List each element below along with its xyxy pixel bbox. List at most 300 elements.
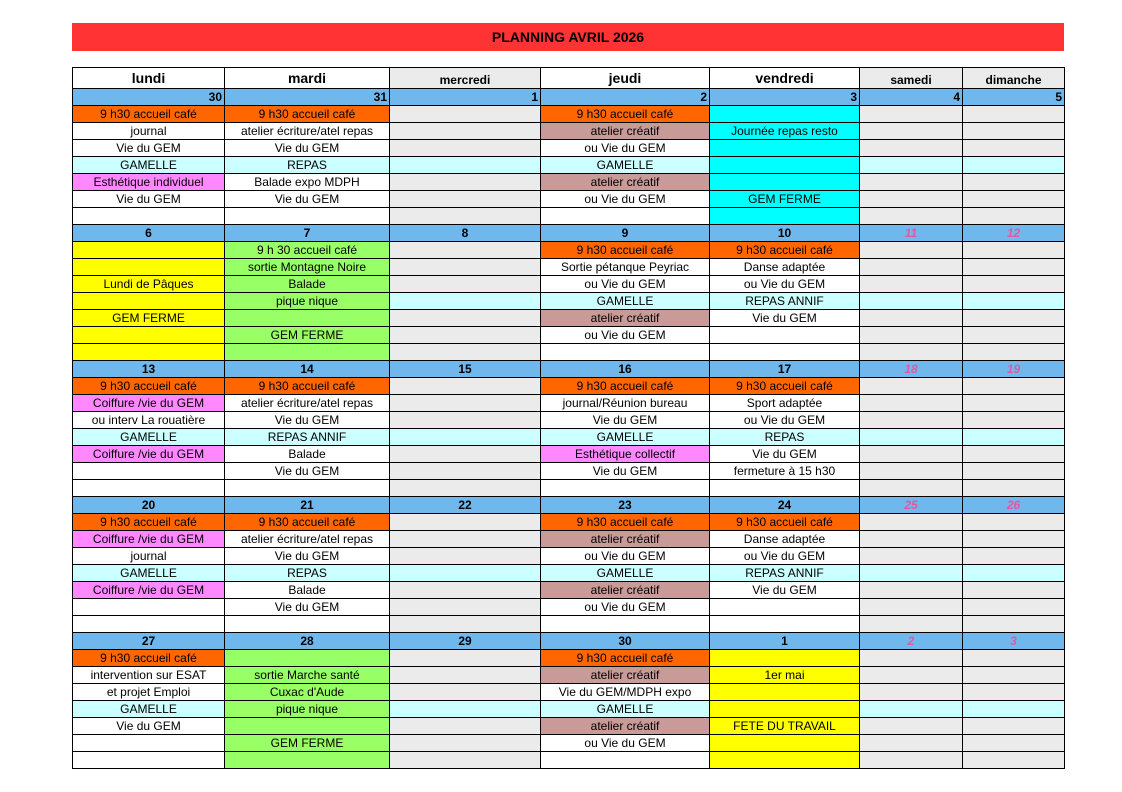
activity-cell: atelier créatif: [541, 718, 710, 735]
activity-cell: GAMELLE: [73, 565, 225, 582]
activity-row: [73, 208, 1065, 225]
activity-cell: Vie du GEM: [710, 446, 860, 463]
activity-cell: journal/Réunion bureau: [541, 395, 710, 412]
activity-cell: 9 h30 accueil café: [541, 514, 710, 531]
activity-cell: [390, 565, 541, 582]
activity-cell: GAMELLE: [73, 157, 225, 174]
activity-cell: GEM FERME: [710, 191, 860, 208]
activity-row: [73, 106, 1065, 123]
activity-row: [73, 565, 1065, 582]
activity-cell: [860, 344, 963, 361]
activity-cell: [963, 242, 1065, 259]
activity-cell: [963, 480, 1065, 497]
activity-cell: atelier créatif: [541, 667, 710, 684]
activity-cell: GAMELLE: [541, 429, 710, 446]
activity-cell: [860, 480, 963, 497]
activity-cell: [963, 293, 1065, 310]
activity-cell: [860, 242, 963, 259]
activity-cell: [541, 752, 710, 769]
activity-cell: atelier créatif: [541, 582, 710, 599]
activity-cell: [963, 548, 1065, 565]
activity-cell: GAMELLE: [73, 429, 225, 446]
activity-cell: ou interv La rouatière: [73, 412, 225, 429]
weekday-header: samedi: [860, 68, 963, 89]
day-number: 2: [860, 633, 963, 650]
activity-cell: [710, 174, 860, 191]
activity-row: [73, 446, 1065, 463]
activity-cell: [390, 327, 541, 344]
activity-cell: [963, 463, 1065, 480]
activity-cell: [390, 429, 541, 446]
activity-cell: [541, 208, 710, 225]
activity-row: [73, 531, 1065, 548]
day-number: 9: [541, 225, 710, 242]
activity-cell: [963, 446, 1065, 463]
activity-cell: journal: [73, 548, 225, 565]
day-number: 25: [860, 497, 963, 514]
activity-cell: Coiffure /vie du GEM: [73, 446, 225, 463]
day-number: 7: [225, 225, 390, 242]
activity-cell: [860, 701, 963, 718]
activity-cell: 9 h30 accueil café: [73, 514, 225, 531]
activity-cell: 9 h30 accueil café: [710, 378, 860, 395]
activity-cell: atelier créatif: [541, 174, 710, 191]
activity-cell: [963, 276, 1065, 293]
day-number: 18: [860, 361, 963, 378]
activity-cell: [73, 463, 225, 480]
activity-cell: [963, 684, 1065, 701]
activity-cell: [225, 208, 390, 225]
activity-cell: [963, 378, 1065, 395]
activity-cell: Danse adaptée: [710, 531, 860, 548]
day-number: 16: [541, 361, 710, 378]
day-number: 29: [390, 633, 541, 650]
activity-cell: 9 h30 accueil café: [541, 650, 710, 667]
activity-cell: Vie du GEM: [225, 599, 390, 616]
day-number: 6: [73, 225, 225, 242]
day-number: 14: [225, 361, 390, 378]
activity-cell: ou Vie du GEM: [541, 548, 710, 565]
activity-cell: Balade: [225, 276, 390, 293]
activity-row: [73, 174, 1065, 191]
activity-cell: [963, 174, 1065, 191]
activity-cell: 9 h30 accueil café: [541, 378, 710, 395]
activity-row: [73, 276, 1065, 293]
activity-cell: [73, 242, 225, 259]
activity-cell: Vie du GEM: [225, 463, 390, 480]
day-number: 28: [225, 633, 390, 650]
activity-cell: [963, 514, 1065, 531]
activity-cell: [963, 429, 1065, 446]
activity-cell: [390, 395, 541, 412]
activity-cell: intervention sur ESAT: [73, 667, 225, 684]
activity-row: [73, 735, 1065, 752]
week-dates-row: [73, 225, 1065, 242]
activity-cell: Vie du GEM: [73, 191, 225, 208]
activity-cell: [73, 208, 225, 225]
activity-cell: REPAS: [225, 565, 390, 582]
activity-cell: 9 h30 accueil café: [710, 514, 860, 531]
activity-row: [73, 123, 1065, 140]
activity-cell: FETE DU TRAVAIL: [710, 718, 860, 735]
activity-cell: GAMELLE: [73, 701, 225, 718]
activity-cell: [73, 616, 225, 633]
activity-cell: 9 h30 accueil café: [541, 106, 710, 123]
activity-cell: [963, 565, 1065, 582]
activity-cell: [390, 174, 541, 191]
activity-cell: Vie du GEM: [225, 412, 390, 429]
activity-cell: [860, 548, 963, 565]
activity-cell: [963, 140, 1065, 157]
activity-row: [73, 599, 1065, 616]
activity-cell: [390, 650, 541, 667]
activity-cell: [390, 378, 541, 395]
activity-cell: [390, 548, 541, 565]
day-number: 4: [860, 89, 963, 106]
activity-cell: REPAS ANNIF: [710, 293, 860, 310]
day-number: 21: [225, 497, 390, 514]
day-number: 30: [73, 89, 225, 106]
day-number: 5: [963, 89, 1065, 106]
activity-cell: [225, 718, 390, 735]
activity-cell: GEM FERME: [225, 735, 390, 752]
activity-cell: [860, 412, 963, 429]
activity-cell: [390, 599, 541, 616]
activity-cell: [390, 123, 541, 140]
activity-cell: ou Vie du GEM: [710, 548, 860, 565]
weekday-header: mercredi: [390, 68, 541, 89]
day-number: 1: [710, 633, 860, 650]
activity-cell: 9 h30 accueil café: [710, 242, 860, 259]
day-number: 22: [390, 497, 541, 514]
activity-cell: atelier créatif: [541, 123, 710, 140]
activity-cell: journal: [73, 123, 225, 140]
activity-row: [73, 514, 1065, 531]
activity-cell: Journée repas resto: [710, 123, 860, 140]
activity-cell: [710, 327, 860, 344]
activity-cell: [710, 140, 860, 157]
activity-cell: [860, 191, 963, 208]
activity-cell: Esthétique collectif: [541, 446, 710, 463]
activity-cell: Cuxac d'Aude: [225, 684, 390, 701]
activity-cell: [860, 582, 963, 599]
planning-table: [72, 67, 1065, 769]
activity-cell: REPAS: [710, 429, 860, 446]
activity-row: [73, 191, 1065, 208]
activity-cell: ou Vie du GEM: [541, 191, 710, 208]
activity-cell: [225, 650, 390, 667]
day-number: 20: [73, 497, 225, 514]
activity-cell: [541, 344, 710, 361]
day-number: 8: [390, 225, 541, 242]
activity-cell: [390, 718, 541, 735]
activity-row: [73, 752, 1065, 769]
activity-cell: Balade expo MDPH: [225, 174, 390, 191]
weekday-header: dimanche: [963, 68, 1065, 89]
activity-cell: [860, 565, 963, 582]
activity-cell: Vie du GEM: [541, 463, 710, 480]
activity-cell: [710, 650, 860, 667]
activity-cell: [541, 616, 710, 633]
activity-cell: [390, 157, 541, 174]
day-number: 24: [710, 497, 860, 514]
activity-cell: [860, 463, 963, 480]
activity-cell: [860, 752, 963, 769]
weekday-header: mardi: [225, 68, 390, 89]
activity-cell: [860, 259, 963, 276]
activity-cell: [710, 157, 860, 174]
activity-cell: [963, 106, 1065, 123]
activity-cell: [390, 582, 541, 599]
activity-cell: [963, 191, 1065, 208]
week-dates-row: [73, 89, 1065, 106]
activity-row: [73, 293, 1065, 310]
activity-cell: [710, 480, 860, 497]
day-number: 31: [225, 89, 390, 106]
activity-cell: Balade: [225, 446, 390, 463]
activity-cell: Vie du GEM: [710, 582, 860, 599]
day-number: 17: [710, 361, 860, 378]
activity-cell: sortie Marche santé: [225, 667, 390, 684]
activity-cell: et projet Emploi: [73, 684, 225, 701]
activity-cell: Sortie pétanque Peyriac: [541, 259, 710, 276]
activity-cell: Vie du GEM: [73, 140, 225, 157]
activity-cell: [860, 446, 963, 463]
activity-row: [73, 684, 1065, 701]
activity-cell: [963, 412, 1065, 429]
activity-cell: 9 h30 accueil café: [73, 378, 225, 395]
activity-cell: fermeture à 15 h30: [710, 463, 860, 480]
activity-cell: [225, 344, 390, 361]
activity-row: [73, 412, 1065, 429]
activity-row: [73, 701, 1065, 718]
activity-cell: Danse adaptée: [710, 259, 860, 276]
activity-cell: [710, 752, 860, 769]
day-number: 12: [963, 225, 1065, 242]
activity-cell: ou Vie du GEM: [541, 327, 710, 344]
activity-cell: [390, 259, 541, 276]
activity-cell: atelier écriture/atel repas: [225, 531, 390, 548]
day-number: 3: [710, 89, 860, 106]
activity-cell: [73, 480, 225, 497]
activity-cell: [73, 735, 225, 752]
activity-cell: REPAS: [225, 157, 390, 174]
activity-cell: ou Vie du GEM: [541, 599, 710, 616]
week-dates-row: [73, 497, 1065, 514]
activity-cell: [390, 276, 541, 293]
activity-cell: [390, 616, 541, 633]
activity-cell: 9 h30 accueil café: [73, 106, 225, 123]
activity-cell: [860, 650, 963, 667]
activity-cell: [710, 599, 860, 616]
day-number: 3: [963, 633, 1065, 650]
activity-cell: [963, 701, 1065, 718]
activity-cell: ou Vie du GEM: [541, 276, 710, 293]
activity-cell: [541, 480, 710, 497]
activity-cell: [963, 718, 1065, 735]
day-number: 15: [390, 361, 541, 378]
activity-cell: pique nique: [225, 701, 390, 718]
activity-cell: [225, 752, 390, 769]
activity-cell: 9 h30 accueil café: [225, 378, 390, 395]
day-number: 1: [390, 89, 541, 106]
activity-row: [73, 582, 1065, 599]
activity-cell: sortie Montagne Noire: [225, 259, 390, 276]
activity-cell: Vie du GEM: [225, 140, 390, 157]
activity-cell: [963, 582, 1065, 599]
activity-cell: atelier créatif: [541, 310, 710, 327]
activity-cell: Coiffure /vie du GEM: [73, 582, 225, 599]
activity-row: [73, 344, 1065, 361]
activity-cell: [390, 106, 541, 123]
activity-cell: [963, 616, 1065, 633]
weekday-header: vendredi: [710, 68, 860, 89]
activity-cell: [710, 106, 860, 123]
activity-cell: [963, 650, 1065, 667]
activity-cell: [860, 174, 963, 191]
activity-cell: [963, 735, 1065, 752]
activity-row: [73, 242, 1065, 259]
activity-cell: [860, 123, 963, 140]
activity-row: [73, 463, 1065, 480]
activity-cell: [963, 344, 1065, 361]
activity-cell: atelier écriture/atel repas: [225, 123, 390, 140]
activity-row: [73, 259, 1065, 276]
activity-cell: [860, 616, 963, 633]
activity-cell: [860, 106, 963, 123]
activity-row: [73, 140, 1065, 157]
activity-cell: [390, 344, 541, 361]
activity-cell: REPAS ANNIF: [710, 565, 860, 582]
week-dates-row: [73, 633, 1065, 650]
activity-row: [73, 378, 1065, 395]
activity-cell: [390, 752, 541, 769]
activity-cell: Vie du GEM: [225, 191, 390, 208]
activity-cell: [963, 667, 1065, 684]
day-number: 30: [541, 633, 710, 650]
activity-cell: Balade: [225, 582, 390, 599]
activity-cell: 9 h 30 accueil café: [225, 242, 390, 259]
day-number: 19: [963, 361, 1065, 378]
activity-cell: ou Vie du GEM: [710, 412, 860, 429]
activity-cell: [390, 684, 541, 701]
activity-cell: [710, 616, 860, 633]
activity-cell: [390, 463, 541, 480]
activity-cell: ou Vie du GEM: [541, 140, 710, 157]
activity-cell: [73, 293, 225, 310]
activity-row: [73, 395, 1065, 412]
activity-cell: [390, 667, 541, 684]
activity-cell: Esthétique individuel: [73, 174, 225, 191]
day-number: 26: [963, 497, 1065, 514]
activity-cell: [860, 735, 963, 752]
activity-cell: [860, 310, 963, 327]
activity-cell: [860, 378, 963, 395]
activity-cell: [390, 310, 541, 327]
activity-row: [73, 718, 1065, 735]
activity-row: [73, 429, 1065, 446]
activity-cell: [860, 276, 963, 293]
activity-cell: [390, 735, 541, 752]
activity-row: [73, 310, 1065, 327]
activity-cell: [710, 701, 860, 718]
activity-cell: [225, 310, 390, 327]
activity-cell: GAMELLE: [541, 157, 710, 174]
activity-cell: [390, 701, 541, 718]
activity-cell: Vie du GEM: [710, 310, 860, 327]
activity-cell: [390, 531, 541, 548]
activity-cell: [963, 310, 1065, 327]
activity-cell: [963, 327, 1065, 344]
activity-cell: [963, 599, 1065, 616]
day-number: 27: [73, 633, 225, 650]
activity-cell: 9 h30 accueil café: [225, 514, 390, 531]
activity-cell: GEM FERME: [73, 310, 225, 327]
activity-cell: [963, 531, 1065, 548]
activity-cell: [73, 344, 225, 361]
activity-cell: [225, 480, 390, 497]
activity-cell: [860, 429, 963, 446]
activity-cell: Vie du GEM/MDPH expo: [541, 684, 710, 701]
weekday-header: jeudi: [541, 68, 710, 89]
activity-cell: Vie du GEM: [73, 718, 225, 735]
activity-cell: [860, 157, 963, 174]
activity-cell: [860, 514, 963, 531]
activity-cell: [860, 140, 963, 157]
day-number: 11: [860, 225, 963, 242]
activity-cell: Vie du GEM: [225, 548, 390, 565]
page-title: PLANNING AVRIL 2026: [72, 23, 1064, 51]
activity-cell: [390, 514, 541, 531]
weekday-header-row: [73, 68, 1065, 89]
activity-cell: [390, 412, 541, 429]
activity-cell: Lundi de Pâques: [73, 276, 225, 293]
activity-cell: [860, 667, 963, 684]
activity-cell: [860, 684, 963, 701]
activity-cell: [710, 735, 860, 752]
activity-cell: GAMELLE: [541, 293, 710, 310]
activity-cell: [963, 395, 1065, 412]
activity-cell: [390, 242, 541, 259]
activity-row: [73, 157, 1065, 174]
activity-cell: atelier écriture/atel repas: [225, 395, 390, 412]
activity-cell: [860, 599, 963, 616]
weekday-header: lundi: [73, 68, 225, 89]
day-number: 13: [73, 361, 225, 378]
activity-cell: [390, 208, 541, 225]
activity-cell: [963, 123, 1065, 140]
activity-cell: REPAS ANNIF: [225, 429, 390, 446]
activity-cell: [860, 395, 963, 412]
activity-cell: [860, 718, 963, 735]
activity-cell: [710, 344, 860, 361]
activity-row: [73, 616, 1065, 633]
week-dates-row: [73, 361, 1065, 378]
activity-row: [73, 548, 1065, 565]
activity-cell: [390, 446, 541, 463]
activity-cell: Coiffure /vie du GEM: [73, 531, 225, 548]
activity-row: [73, 667, 1065, 684]
activity-cell: [390, 480, 541, 497]
activity-row: [73, 480, 1065, 497]
activity-cell: [73, 599, 225, 616]
activity-cell: [390, 293, 541, 310]
activity-cell: [73, 752, 225, 769]
activity-cell: GEM FERME: [225, 327, 390, 344]
activity-cell: [860, 208, 963, 225]
day-number: 2: [541, 89, 710, 106]
activity-cell: 9 h30 accueil café: [225, 106, 390, 123]
